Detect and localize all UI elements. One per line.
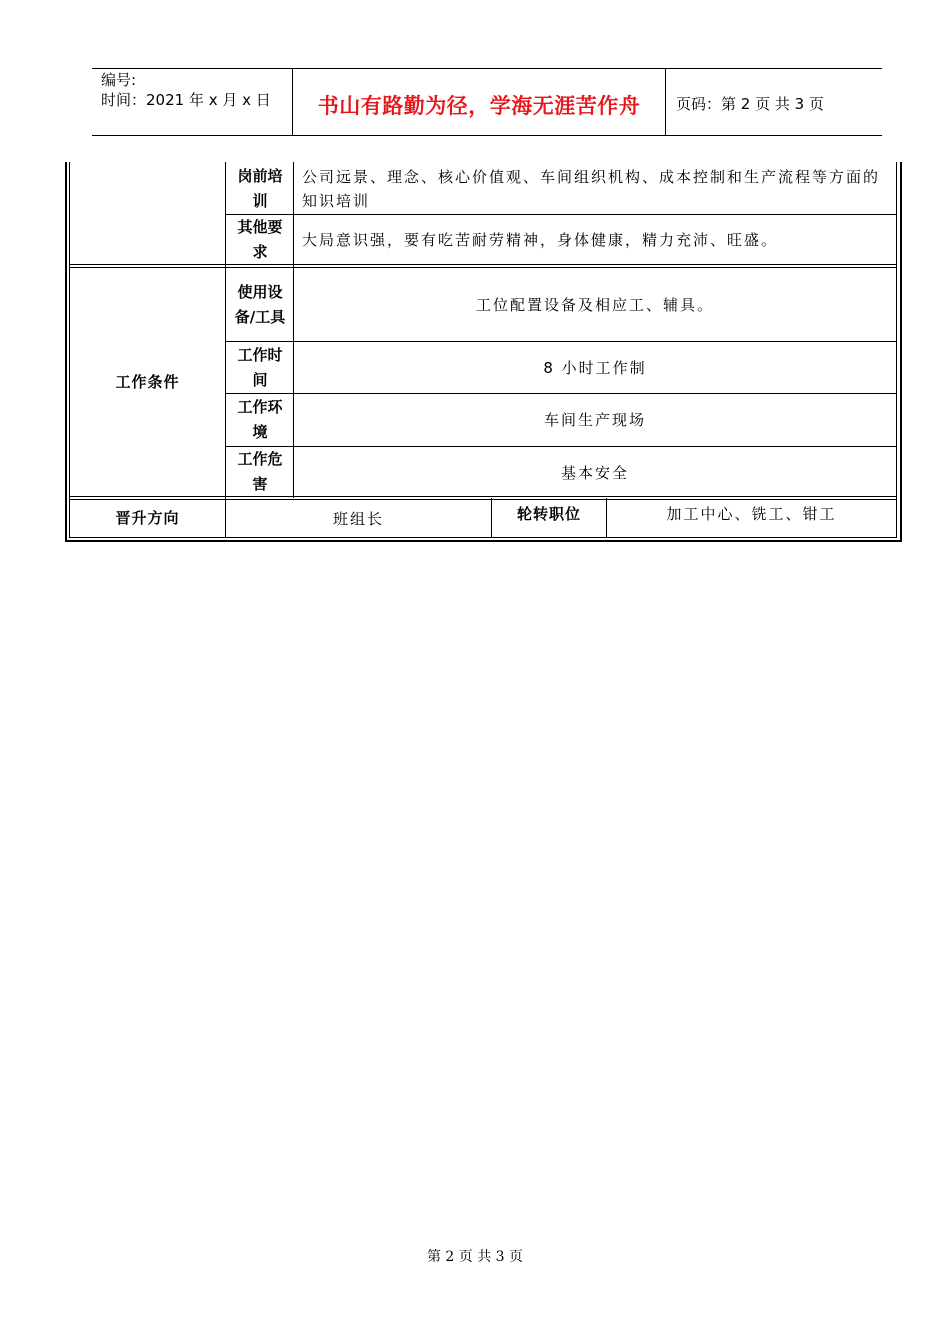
work-hazard-label: 工作危害: [237, 449, 283, 493]
promotion-text: 班组长: [332, 509, 384, 528]
col-line-label-2: [225, 266, 226, 498]
equipment-label: 使用设备/工具: [234, 282, 286, 326]
header-divider-right: [665, 69, 666, 136]
promotion-label: 晋升方向: [115, 509, 180, 527]
other-requirements-label: 其他要求: [237, 218, 283, 261]
equipment-text: 工位配置设备及相应工、辅具。: [475, 295, 714, 314]
table-left-border: [65, 162, 67, 542]
training-label: 岗前培训: [237, 167, 283, 210]
other-requirements-text: 大局意识强，要有吃苦耐劳精神，身体健康，精力充沛、旺盛。: [302, 231, 779, 249]
work-environment-label: 工作环境: [237, 398, 283, 441]
header-top-rule: [92, 68, 882, 69]
working-hours-label: 工作时间: [237, 345, 283, 389]
row-line-training: [225, 214, 897, 215]
rotation-label: 轮转职位: [516, 504, 581, 523]
training-text: 公司远景、理念、核心价值观、车间组织机构、成本控制和生产流程等方面的知识培训: [302, 168, 881, 210]
table-bottom-border: [65, 540, 902, 542]
page-footer: 第 2 页 共 3 页: [426, 1249, 524, 1265]
document-number-label: 编号:: [101, 71, 137, 89]
working-hours-text: 8 小时工作制: [543, 358, 647, 377]
table-right-border-inner: [896, 162, 897, 538]
row-line-section-a: [69, 264, 897, 265]
table-right-border: [900, 162, 902, 542]
table-bottom-border-inner: [69, 537, 897, 538]
header-motto: 书山有路勤为径，学海无涯苦作舟: [317, 94, 641, 118]
work-conditions-label: 工作条件: [115, 372, 180, 391]
work-hazard-text: 基本安全: [560, 464, 629, 482]
document-time-label: 时间：2021 年 x 月 x 日: [101, 91, 271, 109]
header-page-label: 页码：第 2 页 共 3 页: [676, 95, 824, 113]
header-bottom-rule: [92, 135, 882, 136]
work-environment-text: 车间生产现场: [543, 411, 646, 429]
rotation-text: 加工中心、铣工、钳工: [666, 505, 837, 523]
